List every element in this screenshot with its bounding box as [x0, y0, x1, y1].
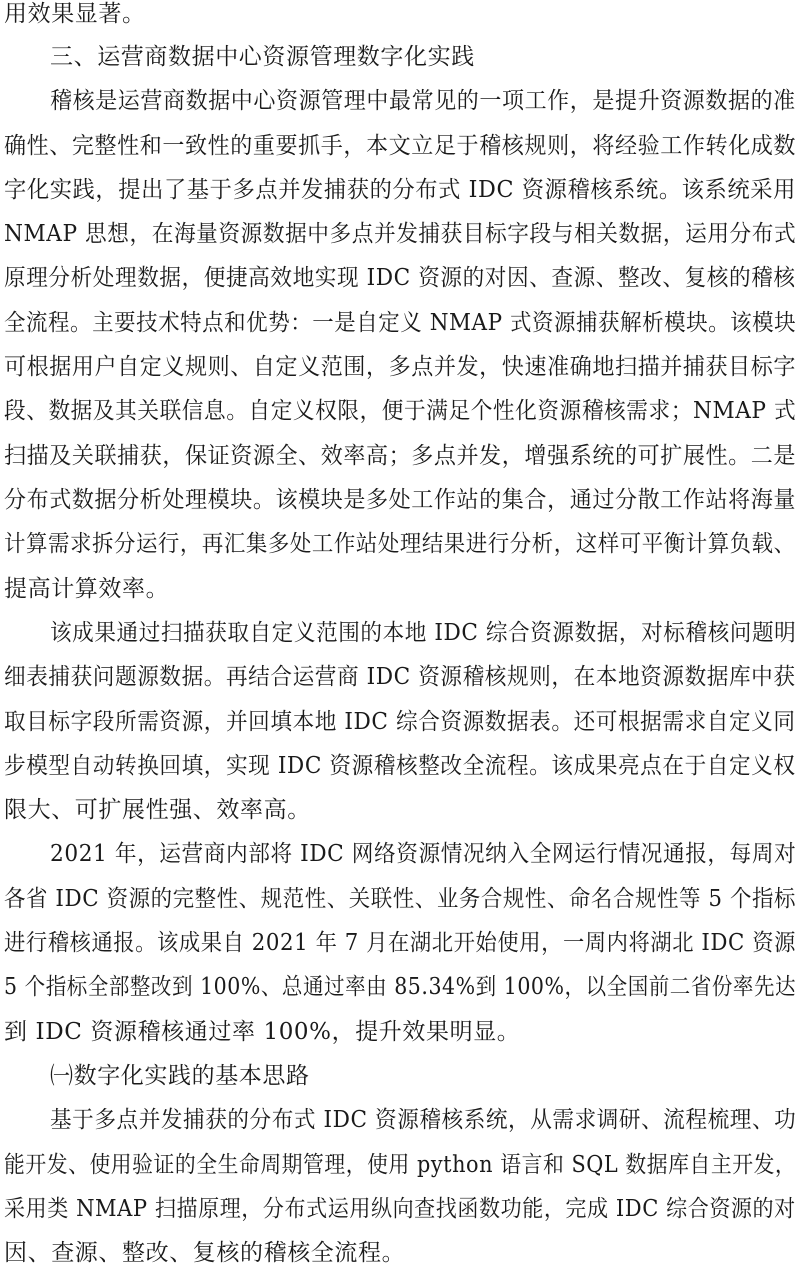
text-line: 该成果通过扫描获取自定义范围的本地 IDC 综合资源数据，对标稽核问题明 — [50, 620, 797, 646]
subsection-heading: ㈠数字化实践的基本思路 — [50, 1063, 310, 1089]
text-line: 原理分析处理数据，便捷高效地实现 IDC 资源的对因、查源、整改、复核的稽核 — [4, 265, 796, 291]
text-line: 分布式数据分析处理模块。该模块是多处工作站的集合，通过分散工作站将海量 — [4, 487, 796, 513]
text-line: 提高计算效率。 — [4, 576, 170, 602]
text-line: 限大、可扩展性强、效率高。 — [4, 797, 311, 823]
text-line: 各省 IDC 资源的完整性、规范性、关联性、业务合规性、命名合规性等 5 个指标 — [4, 886, 797, 912]
text-line: 段、数据及其关联信息。自定义权限，便于满足个性化资源稽核需求；NMAP 式 — [4, 398, 797, 424]
text-line: 稽核是运营商数据中心资源管理中最常见的一项工作，是提升资源数据的准 — [50, 88, 796, 114]
text-line: 确性、完整性和一致性的重要抓手，本文立足于稽核规则，将经验工作转化成数 — [4, 133, 796, 159]
text-line: 取目标字段所需资源，并回填本地 IDC 综合资源数据表。还可根据需求自定义同 — [4, 709, 796, 735]
text-line: 进行稽核通报。该成果自 2021 年 7 月在湖北开始使用，一周内将湖北 IDC 资源 — [4, 930, 796, 956]
section-heading: 三、运营商数据中心资源管理数字化实践 — [50, 44, 475, 70]
text-line: 细表捕获问题源数据。再结合运营商 IDC 资源稽核规则，在本地资源数据库中获 — [4, 664, 796, 690]
text-line: 5 个指标全部整改到 100%、总通过率由 85.34%到 100%，以全国前二省份率先达 — [4, 974, 797, 1000]
text-line: 能开发、使用验证的全生命周期管理，使用 python 语言和 SQL 数据库自主开发， — [4, 1152, 797, 1178]
text-line: 计算需求拆分运行，再汇集多处工作站处理结果进行分析，这样可平衡计算负载、 — [4, 531, 796, 557]
text-line: 步模型自动转换回填，实现 IDC 资源稽核整改全流程。该成果亮点在于自定义权 — [4, 753, 796, 779]
text-line: 可根据用户自定义规则、自定义范围，多点并发，快速准确地扫描并捕获目标字 — [4, 354, 796, 380]
text-line: 全流程。主要技术特点和优势：一是自定义 NMAP 式资源捕获解析模块。该模块 — [4, 310, 797, 336]
text-line: 因、查源、整改、复核的稽核全流程。 — [4, 1240, 406, 1266]
text-line: 字化实践，提出了基于多点并发捕获的分布式 IDC 资源稽核系统。该系统采用 — [4, 177, 796, 203]
text-line: 基于多点并发捕获的分布式 IDC 资源稽核系统，从需求调研、流程梳理、功 — [50, 1107, 797, 1133]
text-line: 用效果显著。 — [4, 1, 146, 27]
text-line: 到 IDC 资源稽核通过率 100%，提升效果明显。 — [4, 1019, 521, 1045]
text-line: NMAP 思想，在海量资源数据中多点并发捕获目标字段与相关数据，运用分布式 — [4, 221, 797, 247]
text-line: 2021 年，运营商内部将 IDC 网络资源情况纳入全网运行情况通报，每周对 — [50, 841, 797, 867]
text-line: 采用类 NMAP 扫描原理，分布式运用纵向查找函数功能，完成 IDC 综合资源的对 — [4, 1196, 796, 1222]
text-line: 扫描及关联捕获，保证资源全、效率高；多点并发，增强系统的可扩展性。二是 — [4, 443, 796, 469]
